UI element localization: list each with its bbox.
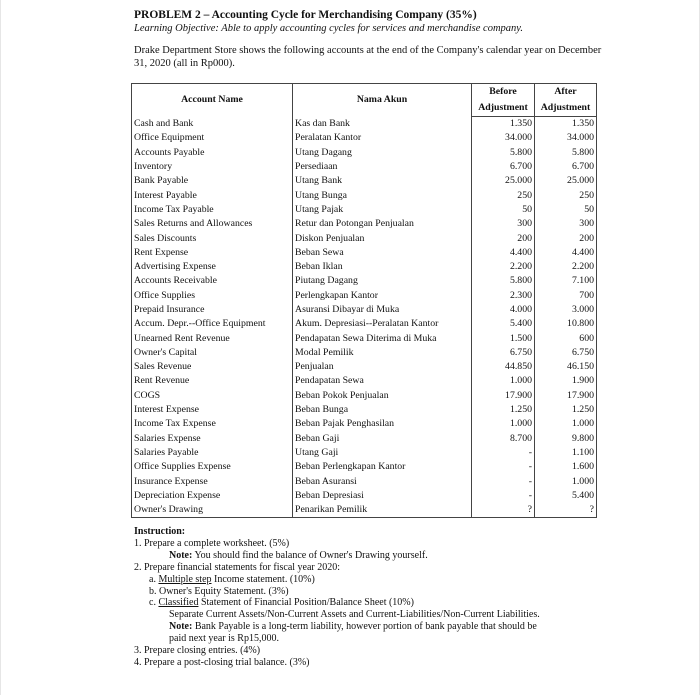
before-adjustment-cell: 1.250 — [472, 403, 535, 417]
account-name-cell: Rent Revenue — [132, 374, 293, 388]
table-row — [132, 460, 597, 474]
after-adjustment-cell: 5.800 — [535, 146, 597, 160]
table-row — [132, 474, 597, 488]
accounts-table — [131, 83, 597, 518]
account-name-cell: Rent Expense — [132, 246, 293, 260]
after-adjustment-cell: ? — [535, 503, 597, 518]
instruction-item-2c-detail: Separate Current Assets/Non-Current Assets and Current-Liabilities/Non-Current Liabilities. — [169, 609, 540, 621]
problem-title: PROBLEM 2 – Accounting Cycle for Merchandising Company (35%) — [134, 9, 477, 21]
before-adjustment-cell: 8.700 — [472, 432, 535, 446]
nama-akun-cell: Beban Depresiasi — [293, 489, 472, 503]
account-name-cell: Salaries Payable — [132, 446, 293, 460]
after-adjustment-cell: 250 — [535, 188, 597, 202]
note-text: Bank Payable is a long-term liability, however portion of bank payable that should be — [192, 621, 537, 633]
item-prefix: a. — [149, 573, 159, 585]
nama-akun-cell: Penarikan Pemilik — [293, 503, 472, 518]
before-adjustment-cell: 50 — [472, 203, 535, 217]
table-row — [132, 389, 597, 403]
table-row — [132, 188, 597, 202]
after-adjustment-cell: 17.900 — [535, 389, 597, 403]
before-adjustment-cell: 200 — [472, 231, 535, 245]
nama-akun-cell: Asuransi Dibayar di Muka — [293, 303, 472, 317]
nama-akun-cell: Utang Dagang — [293, 146, 472, 160]
item-text: Income statement. (10%) — [211, 573, 315, 585]
after-adjustment-cell: 300 — [535, 217, 597, 231]
nama-akun-cell: Beban Iklan — [293, 260, 472, 274]
header-before-top: Before — [472, 84, 535, 101]
account-name-cell: Interest Payable — [132, 188, 293, 202]
table-row — [132, 174, 597, 188]
account-name-cell: Office Equipment — [132, 131, 293, 145]
account-name-cell: Office Supplies Expense — [132, 460, 293, 474]
header-after-top: After — [535, 84, 597, 101]
table-row — [132, 303, 597, 317]
table-row — [132, 374, 597, 388]
before-adjustment-cell: 6.750 — [472, 346, 535, 360]
account-name-cell: Salaries Expense — [132, 432, 293, 446]
nama-akun-cell: Piutang Dagang — [293, 274, 472, 288]
table-header-row — [132, 84, 597, 101]
nama-akun-cell: Beban Sewa — [293, 246, 472, 260]
account-name-cell: Cash and Bank — [132, 117, 293, 132]
header-before-bottom: Adjustment — [472, 100, 535, 117]
nama-akun-cell: Utang Bunga — [293, 188, 472, 202]
item-prefix: c. — [149, 597, 159, 609]
table-row — [132, 360, 597, 374]
nama-akun-cell: Pendapatan Sewa Diterima di Muka — [293, 331, 472, 345]
learning-objective: Learning Objective: Able to apply accounting cycles for services and merchandise company. — [134, 23, 523, 34]
before-adjustment-cell: ? — [472, 503, 535, 518]
before-adjustment-cell: 250 — [472, 188, 535, 202]
table-row — [132, 446, 597, 460]
instruction-item-2: 2. Prepare financial statements for fiscal year 2020: — [134, 561, 341, 573]
before-adjustment-cell: 44.850 — [472, 360, 535, 374]
account-name-cell: Owner's Capital — [132, 346, 293, 360]
before-adjustment-cell: 5.800 — [472, 146, 535, 160]
table-row — [132, 260, 597, 274]
table-row — [132, 503, 597, 518]
instruction-item-2c — [134, 597, 594, 609]
before-adjustment-cell: 300 — [472, 217, 535, 231]
note-label: Note: — [169, 549, 193, 561]
nama-akun-cell: Persediaan — [293, 160, 472, 174]
table-row — [132, 489, 597, 503]
account-name-cell: Sales Discounts — [132, 231, 293, 245]
note-text: You should find the balance of Owner's Drawing yourself. — [192, 549, 428, 561]
account-name-cell: Sales Returns and Allowances — [132, 217, 293, 231]
nama-akun-cell: Utang Bank — [293, 174, 472, 188]
instruction-item-2c-note-cont: paid next year is Rp15,000. — [169, 633, 279, 645]
nama-akun-cell: Peralatan Kantor — [293, 131, 472, 145]
account-name-cell: Advertising Expense — [132, 260, 293, 274]
account-name-cell: Accounts Payable — [132, 146, 293, 160]
after-adjustment-cell: 7.100 — [535, 274, 597, 288]
after-adjustment-cell: 5.400 — [535, 489, 597, 503]
nama-akun-cell: Diskon Penjualan — [293, 231, 472, 245]
before-adjustment-cell: 2.200 — [472, 260, 535, 274]
account-name-cell: Bank Payable — [132, 174, 293, 188]
instruction-item-2c-note — [134, 621, 594, 633]
before-adjustment-cell: 1.350 — [472, 117, 535, 132]
item-text: Statement of Financial Position/Balance Sheet (10%) — [198, 597, 414, 609]
table-row — [132, 246, 597, 260]
before-adjustment-cell: 1.000 — [472, 417, 535, 431]
table-row — [132, 231, 597, 245]
after-adjustment-cell: 3.000 — [535, 303, 597, 317]
after-adjustment-cell: 6.750 — [535, 346, 597, 360]
after-adjustment-cell: 1.000 — [535, 417, 597, 431]
nama-akun-cell: Retur dan Potongan Penjualan — [293, 217, 472, 231]
before-adjustment-cell: 17.900 — [472, 389, 535, 403]
account-name-cell: Accum. Depr.--Office Equipment — [132, 317, 293, 331]
after-adjustment-cell: 200 — [535, 231, 597, 245]
account-name-cell: Income Tax Expense — [132, 417, 293, 431]
table-row — [132, 289, 597, 303]
instructions-heading: Instruction: — [134, 526, 186, 537]
table-row — [132, 317, 597, 331]
instruction-item-1: 1. Prepare a complete worksheet. (5%) — [134, 537, 290, 549]
after-adjustment-cell: 600 — [535, 331, 597, 345]
after-adjustment-cell: 6.700 — [535, 160, 597, 174]
after-adjustment-cell: 700 — [535, 289, 597, 303]
nama-akun-cell: Beban Asuransi — [293, 474, 472, 488]
account-name-cell: Insurance Expense — [132, 474, 293, 488]
table-row — [132, 274, 597, 288]
account-name-cell: Interest Expense — [132, 403, 293, 417]
after-adjustment-cell: 50 — [535, 203, 597, 217]
instructions — [134, 526, 594, 669]
account-name-cell: Office Supplies — [132, 289, 293, 303]
instruction-item-4: 4. Prepare a post-closing trial balance. (3%) — [134, 656, 310, 668]
account-name-cell: Accounts Receivable — [132, 274, 293, 288]
table-row — [132, 160, 597, 174]
after-adjustment-cell: 1.250 — [535, 403, 597, 417]
underlined-term: Classified — [158, 597, 199, 609]
nama-akun-cell: Pendapatan Sewa — [293, 374, 472, 388]
nama-akun-cell: Kas dan Bank — [293, 117, 472, 132]
before-adjustment-cell: 2.300 — [472, 289, 535, 303]
nama-akun-cell: Perlengkapan Kantor — [293, 289, 472, 303]
nama-akun-cell: Utang Pajak — [293, 203, 472, 217]
header-nama-akun: Nama Akun — [293, 84, 472, 117]
after-adjustment-cell: 34.000 — [535, 131, 597, 145]
after-adjustment-cell: 10.800 — [535, 317, 597, 331]
table-row — [132, 203, 597, 217]
instruction-item-2a — [134, 574, 594, 586]
account-name-cell: Unearned Rent Revenue — [132, 331, 293, 345]
account-name-cell: Inventory — [132, 160, 293, 174]
after-adjustment-cell: 2.200 — [535, 260, 597, 274]
intro-paragraph: Drake Department Store shows the following accounts at the end of the Company's calendar year on December 31, 2020 (all in Rp000). — [134, 45, 602, 69]
before-adjustment-cell: 1.000 — [472, 374, 535, 388]
header-after-bottom: Adjustment — [535, 100, 597, 117]
table-row — [132, 403, 597, 417]
before-adjustment-cell: 34.000 — [472, 131, 535, 145]
table-row — [132, 432, 597, 446]
account-name-cell: Prepaid Insurance — [132, 303, 293, 317]
table-row — [132, 217, 597, 231]
before-adjustment-cell: - — [472, 474, 535, 488]
nama-akun-cell: Beban Bunga — [293, 403, 472, 417]
after-adjustment-cell: 1.350 — [535, 117, 597, 132]
account-name-cell: Owner's Drawing — [132, 503, 293, 518]
after-adjustment-cell: 46.150 — [535, 360, 597, 374]
nama-akun-cell: Beban Pajak Penghasilan — [293, 417, 472, 431]
after-adjustment-cell: 4.400 — [535, 246, 597, 260]
after-adjustment-cell: 1.000 — [535, 474, 597, 488]
before-adjustment-cell: 1.500 — [472, 331, 535, 345]
before-adjustment-cell: - — [472, 460, 535, 474]
nama-akun-cell: Beban Pokok Penjualan — [293, 389, 472, 403]
table-row — [132, 346, 597, 360]
after-adjustment-cell: 1.600 — [535, 460, 597, 474]
nama-akun-cell: Akum. Depresiasi--Peralatan Kantor — [293, 317, 472, 331]
before-adjustment-cell: 4.400 — [472, 246, 535, 260]
instruction-item-2b: b. Owner's Equity Statement. (3%) — [149, 585, 289, 597]
table-row — [132, 131, 597, 145]
nama-akun-cell: Beban Gaji — [293, 432, 472, 446]
before-adjustment-cell: 5.800 — [472, 274, 535, 288]
before-adjustment-cell: 5.400 — [472, 317, 535, 331]
before-adjustment-cell: 6.700 — [472, 160, 535, 174]
after-adjustment-cell: 25.000 — [535, 174, 597, 188]
note-label: Note: — [169, 621, 193, 633]
table-row — [132, 117, 597, 132]
underlined-term: Multiple step — [158, 573, 212, 585]
before-adjustment-cell: 25.000 — [472, 174, 535, 188]
instruction-item-3: 3. Prepare closing entries. (4%) — [134, 645, 261, 657]
account-name-cell: Income Tax Payable — [132, 203, 293, 217]
nama-akun-cell: Beban Perlengkapan Kantor — [293, 460, 472, 474]
table-row — [132, 331, 597, 345]
after-adjustment-cell: 1.100 — [535, 446, 597, 460]
account-name-cell: COGS — [132, 389, 293, 403]
nama-akun-cell: Utang Gaji — [293, 446, 472, 460]
table-row — [132, 417, 597, 431]
before-adjustment-cell: - — [472, 489, 535, 503]
after-adjustment-cell: 9.800 — [535, 432, 597, 446]
table-row — [132, 146, 597, 160]
instruction-item-1-note — [134, 550, 594, 562]
nama-akun-cell: Penjualan — [293, 360, 472, 374]
after-adjustment-cell: 1.900 — [535, 374, 597, 388]
header-account-name: Account Name — [132, 84, 293, 117]
account-name-cell: Sales Revenue — [132, 360, 293, 374]
before-adjustment-cell: - — [472, 446, 535, 460]
before-adjustment-cell: 4.000 — [472, 303, 535, 317]
nama-akun-cell: Modal Pemilik — [293, 346, 472, 360]
account-name-cell: Depreciation Expense — [132, 489, 293, 503]
